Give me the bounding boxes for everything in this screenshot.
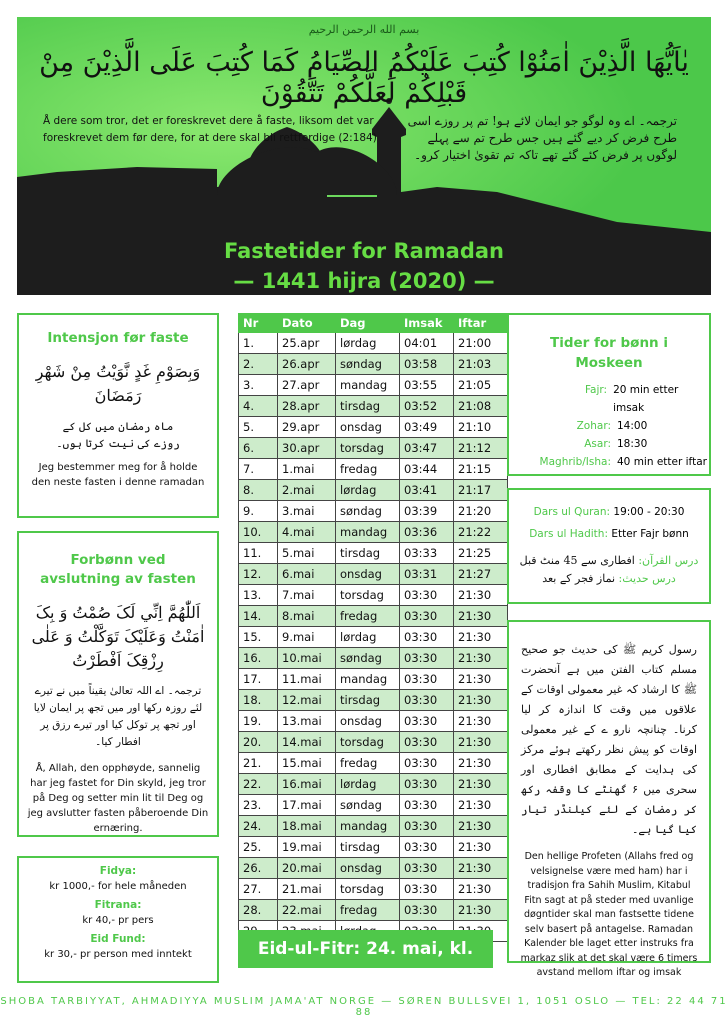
cell-day: mandag (336, 522, 400, 543)
cell-date: 21.mai (278, 879, 336, 900)
cell-nr: 4. (239, 396, 278, 417)
cell-iftar: 21:30 (454, 858, 508, 879)
mosque-times-box (507, 313, 711, 476)
col-iftar: Iftar (454, 314, 508, 333)
cell-day: tirsdag (336, 837, 400, 858)
cell-iftar: 21:30 (454, 627, 508, 648)
cell-iftar: 21:00 (454, 333, 508, 354)
header-banner (17, 17, 711, 295)
cell-imsak: 03:30 (400, 648, 454, 669)
eid-text: Eid-ul-Fitr: 24. mai, kl. 10 (257, 939, 474, 1001)
cell-day: mandag (336, 816, 400, 837)
col-date: Dato (278, 314, 336, 333)
cell-nr: 5. (239, 417, 278, 438)
cell-iftar: 21:30 (454, 711, 508, 732)
hadith-urdu: رسول کریم ﷺ کی حدیث جو صحیح مسلم کتاب الفتن میں ہے آنحضرت ﷺ کا ارشاد کہ غیر معمولی اوقات کے علاقوں میں وقت کا اندازہ کر لیا کرنا۔ چنانچہ نارو ے کے غیر معمولی اوقات کو پیش نظر رکھتے ہوئے مرکز کی ہدایت کے مطابق افطاری اور سحری میں ۶ گھنٹے کا وقفہ رکھ کر رمضان کے لئے کیلنڈر تیار کیا گیا ہے۔ (521, 643, 697, 836)
cell-iftar: 21:30 (454, 837, 508, 858)
eid-banner (238, 930, 493, 1001)
fitrana-label: Fitrana: (94, 899, 142, 911)
cell-nr: 8. (239, 480, 278, 501)
cell-nr: 3. (239, 375, 278, 396)
cell-date: 29.apr (278, 417, 336, 438)
table-row (239, 501, 508, 522)
cell-date: 6.mai (278, 564, 336, 585)
mosque-time-row (509, 453, 709, 471)
fidya-value: kr 1000,- for hele måneden (49, 881, 187, 892)
footer-contact: SHOBA TARBIYYAT, AHMADIYYA MUSLIM JAMA'AT NORGE — SØREN BULLSVEI 1, 1051 OSLO — TEL: 22 44 71 88 (0, 996, 728, 1018)
eid-fund-value: kr 30,- pr person med inntekt (44, 949, 192, 960)
prayer-name: Asar: (584, 438, 611, 450)
cell-date: 3.mai (278, 501, 336, 522)
cell-nr: 1. (239, 333, 278, 354)
table-row (239, 648, 508, 669)
cell-nr: 20. (239, 732, 278, 753)
prayer-time: 20 min etter imsak (613, 384, 679, 414)
table-row (239, 879, 508, 900)
table-row (239, 627, 508, 648)
cell-nr: 2. (239, 354, 278, 375)
prayer-time: 14:00 (617, 420, 648, 432)
prayer-time: 40 min etter iftar (617, 456, 707, 468)
cell-day: fredag (336, 900, 400, 921)
cell-iftar: 21:22 (454, 522, 508, 543)
table-row (239, 795, 508, 816)
table-row (239, 774, 508, 795)
prayer-heading: Forbønn ved avslutning av fasten (40, 552, 196, 587)
prayer-name: Zohar: (576, 420, 611, 432)
cell-imsak: 03:44 (400, 459, 454, 480)
cell-nr: 13. (239, 585, 278, 606)
cell-nr: 15. (239, 627, 278, 648)
cell-date: 22.mai (278, 900, 336, 921)
table-row (239, 480, 508, 501)
dars-urdu1-label: درس القرآن: (638, 554, 699, 567)
cell-iftar: 21:30 (454, 648, 508, 669)
table-row (239, 837, 508, 858)
page-title: Fastetider for Ramadan (223, 239, 505, 263)
cell-day: tirsdag (336, 396, 400, 417)
table-row (239, 753, 508, 774)
cell-nr: 12. (239, 564, 278, 585)
cell-day: fredag (336, 606, 400, 627)
cell-iftar: 21:30 (454, 690, 508, 711)
cell-imsak: 03:30 (400, 816, 454, 837)
cell-imsak: 03:52 (400, 396, 454, 417)
cell-nr: 14. (239, 606, 278, 627)
cell-day: lørdag (336, 627, 400, 648)
cell-day: lørdag (336, 774, 400, 795)
cell-imsak: 03:33 (400, 543, 454, 564)
cell-imsak: 03:55 (400, 375, 454, 396)
fees-box (17, 856, 219, 983)
cell-nr: 24. (239, 816, 278, 837)
table-row (239, 417, 508, 438)
cell-day: torsdag (336, 879, 400, 900)
fidya-label: Fidya: (99, 865, 137, 877)
dars-quran-value: 19:00 - 20:30 (613, 506, 685, 518)
cell-imsak: 03:39 (400, 501, 454, 522)
cell-date: 17.mai (278, 795, 336, 816)
verse-translation-urdu: ترجمہ۔ اے وہ لوگو جو ایمان لائے ہو! تم پر روزے اسی طرح فرض کر دیے گئے ہیں جس طرح تم سے پہلے لوگوں پر فرض کئے گئے تھے تاکہ تم تقویٰ اختیار کرو۔ (407, 114, 677, 162)
cell-nr: 28. (239, 900, 278, 921)
prayer-text: Å, Allah, den opphøyde, sannelig har jeg fastet for Din skyld, jeg tror på Deg og setter min lit til Deg og jeg avslutter fasten påberoende Din ernæring. (27, 763, 209, 834)
cell-imsak: 03:31 (400, 564, 454, 585)
table-row (239, 459, 508, 480)
mosque-time-row (509, 435, 709, 453)
mosque-time-row (509, 417, 709, 435)
cell-date: 12.mai (278, 690, 336, 711)
cell-iftar: 21:30 (454, 900, 508, 921)
cell-nr: 25. (239, 837, 278, 858)
cell-day: søndag (336, 795, 400, 816)
cell-iftar: 21:08 (454, 396, 508, 417)
cell-day: fredag (336, 753, 400, 774)
cell-nr: 6. (239, 438, 278, 459)
cell-date: 4.mai (278, 522, 336, 543)
hadith-box (507, 620, 711, 978)
table-row (239, 522, 508, 543)
intention-box (17, 313, 219, 518)
cell-imsak: 03:30 (400, 669, 454, 690)
cell-imsak: 03:30 (400, 837, 454, 858)
cell-day: onsdag (336, 564, 400, 585)
cell-imsak: 03:36 (400, 522, 454, 543)
cell-imsak: 03:30 (400, 858, 454, 879)
intention-text: Jeg bestemmer meg for å holde den neste fasten i denne ramadan (31, 462, 205, 488)
cell-iftar: 21:30 (454, 753, 508, 774)
cell-day: tirsdag (336, 690, 400, 711)
cell-imsak: 04:01 (400, 333, 454, 354)
cell-imsak: 03:41 (400, 480, 454, 501)
cell-day: onsdag (336, 711, 400, 732)
cell-imsak: 03:30 (400, 879, 454, 900)
cell-date: 9.mai (278, 627, 336, 648)
cell-iftar: 21:30 (454, 795, 508, 816)
cell-day: torsdag (336, 438, 400, 459)
cell-date: 5.mai (278, 543, 336, 564)
cell-date: 26.apr (278, 354, 336, 375)
cell-day: søndag (336, 501, 400, 522)
intention-arabic: وَبِصَوْمِ غَدٍ نَّوَيْتُ مِنْ شَهْرِ رَمَضَانَ (35, 362, 201, 405)
table-row (239, 690, 508, 711)
cell-imsak: 03:30 (400, 732, 454, 753)
table-row (239, 438, 508, 459)
table-row (239, 606, 508, 627)
cell-imsak: 03:49 (400, 417, 454, 438)
cell-day: fredag (336, 459, 400, 480)
quran-verse: يٰاَيُّهَا الَّذِيْنَ اٰمَنُوْا كُتِبَ عَلَيْكُمُ الصِّيَامُ كَمَا كُتِبَ عَلَى الَّذِيْنَ مِنْ قَبْلِكُمْ لَعَلَّكُمْ تَتَّقُوْنَ (39, 47, 689, 109)
cell-imsak: 03:30 (400, 585, 454, 606)
verse-translation-norwegian: Å dere som tror, det er foreskrevet dere å faste, liksom det var foreskrevet dem før dere, for at dere skal bli rettferdige (2:184) (43, 115, 377, 144)
cell-day: lørdag (336, 480, 400, 501)
cell-date: 30.apr (278, 438, 336, 459)
dars-box (507, 488, 711, 604)
cell-nr: 16. (239, 648, 278, 669)
table-row (239, 354, 508, 375)
cell-iftar: 21:30 (454, 879, 508, 900)
cell-iftar: 21:12 (454, 438, 508, 459)
mosque-time-row (509, 381, 709, 417)
cell-iftar: 21:25 (454, 543, 508, 564)
cell-day: søndag (336, 648, 400, 669)
cell-nr: 9. (239, 501, 278, 522)
table-row (239, 585, 508, 606)
cell-iftar: 21:05 (454, 375, 508, 396)
cell-imsak: 03:30 (400, 711, 454, 732)
cell-nr: 21. (239, 753, 278, 774)
eid-fund-label: Eid Fund: (90, 933, 146, 945)
cell-iftar: 21:10 (454, 417, 508, 438)
cell-date: 16.mai (278, 774, 336, 795)
cell-date: 2.mai (278, 480, 336, 501)
cell-nr: 7. (239, 459, 278, 480)
cell-imsak: 03:30 (400, 795, 454, 816)
cell-date: 10.mai (278, 648, 336, 669)
cell-day: mandag (336, 375, 400, 396)
cell-day: torsdag (336, 732, 400, 753)
col-day: Dag (336, 314, 400, 333)
cell-imsak: 03:47 (400, 438, 454, 459)
cell-date: 28.apr (278, 396, 336, 417)
table-row (239, 816, 508, 837)
cell-nr: 23. (239, 795, 278, 816)
iftar-prayer-box (17, 531, 219, 837)
prayer-arabic: اَللّٰهُمَّ اِنِّي لَکَ صُمْتُ وَ بِکَ اٰمَنْتُ وَعَلَيْکَ تَوَکَّلْتُ وَ عَلٰى رِزْقِکَ اَفْطَرْتُ (31, 603, 205, 670)
table-row (239, 333, 508, 354)
prayer-urdu: ترجمہ۔ اے اللہ تعالیٰ یقیناً میں نے تیرے لئے روزہ رکھا اور میں تجھ پر ایمان لایا اور تجھ پر توکل کیا اور تیرے رزق پر افطار کیا۔ (33, 685, 203, 748)
cell-date: 25.apr (278, 333, 336, 354)
cell-day: tirsdag (336, 543, 400, 564)
dars-urdu2-value: نماز فجر کے بعد (542, 572, 616, 585)
dars-hadith-label: Dars ul Hadith: (529, 528, 608, 540)
cell-date: 20.mai (278, 858, 336, 879)
fasting-times-table (238, 313, 508, 942)
mosque-heading: Tider for bønn i Moskeen (549, 335, 668, 371)
cell-nr: 19. (239, 711, 278, 732)
table-row (239, 543, 508, 564)
cell-iftar: 21:15 (454, 459, 508, 480)
table-row (239, 669, 508, 690)
cell-day: lørdag (336, 333, 400, 354)
cell-date: 27.apr (278, 375, 336, 396)
intention-heading: Intensjon før faste (47, 330, 189, 346)
cell-iftar: 21:30 (454, 816, 508, 837)
cell-date: 14.mai (278, 732, 336, 753)
prayer-name: Maghrib/Isha: (539, 456, 611, 468)
table-row (239, 564, 508, 585)
cell-day: onsdag (336, 858, 400, 879)
cell-nr: 11. (239, 543, 278, 564)
cell-nr: 18. (239, 690, 278, 711)
cell-day: onsdag (336, 417, 400, 438)
table-row (239, 900, 508, 921)
dars-urdu1-value: افطاری سے 45 منٹ قبل (519, 554, 635, 567)
cell-imsak: 03:30 (400, 627, 454, 648)
cell-iftar: 21:27 (454, 564, 508, 585)
intention-urdu: ماہ رمضان میں کل کے روزے کی نیت کرتا ہوں۔ (56, 420, 180, 450)
cell-iftar: 21:03 (454, 354, 508, 375)
cell-iftar: 21:30 (454, 669, 508, 690)
hadith-text: Den hellige Profeten (Allahs fred og velsignelse være med ham) har i tradisjon fra Sahih Muslim, Kitabul Fitn sagt at på steder med uvanlige døgntider skal man fastsette tidene selv basert på antagelse. Ramadan Kalender ble laget etter instruks fra markaz slik at det skal være 6 timers avstand mellom iftar og imsak (520, 851, 698, 978)
cell-imsak: 03:58 (400, 354, 454, 375)
cell-imsak: 03:30 (400, 606, 454, 627)
cell-date: 11.mai (278, 669, 336, 690)
cell-date: 7.mai (278, 585, 336, 606)
bismillah-calligraphy: بسم الله الرحمن الرحيم (308, 23, 420, 36)
table-row (239, 396, 508, 417)
mosque-times-list (509, 381, 709, 471)
cell-iftar: 21:20 (454, 501, 508, 522)
col-nr: Nr (239, 314, 278, 333)
cell-imsak: 03:30 (400, 774, 454, 795)
cell-date: 13.mai (278, 711, 336, 732)
cell-day: søndag (336, 354, 400, 375)
table-row (239, 732, 508, 753)
cell-iftar: 21:30 (454, 606, 508, 627)
cell-imsak: 03:30 (400, 690, 454, 711)
table-header-row (239, 314, 508, 333)
cell-nr: 10. (239, 522, 278, 543)
cell-nr: 27. (239, 879, 278, 900)
cell-imsak: 03:30 (400, 900, 454, 921)
cell-nr: 17. (239, 669, 278, 690)
dars-quran-label: Dars ul Quran: (533, 506, 611, 518)
col-imsak: Imsak (400, 314, 454, 333)
page-subtitle: — 1441 hijra (2020) — (233, 269, 495, 293)
cell-imsak: 03:30 (400, 753, 454, 774)
cell-date: 8.mai (278, 606, 336, 627)
cell-date: 18.mai (278, 816, 336, 837)
table-row (239, 858, 508, 879)
cell-nr: 22. (239, 774, 278, 795)
cell-iftar: 21:30 (454, 585, 508, 606)
cell-date: 15.mai (278, 753, 336, 774)
prayer-name: Fajr: (584, 384, 608, 396)
cell-day: torsdag (336, 585, 400, 606)
cell-day: mandag (336, 669, 400, 690)
cell-nr: 26. (239, 858, 278, 879)
cell-date: 19.mai (278, 837, 336, 858)
table-row (239, 375, 508, 396)
cell-iftar: 21:30 (454, 774, 508, 795)
dars-hadith-value: Etter Fajr bønn (611, 528, 689, 540)
dars-urdu2-label: درس حدیث: (618, 572, 676, 585)
table-row (239, 711, 508, 732)
prayer-time: 18:30 (617, 438, 648, 450)
cell-date: 1.mai (278, 459, 336, 480)
cell-iftar: 21:17 (454, 480, 508, 501)
fitrana-value: kr 40,- pr pers (82, 915, 154, 926)
cell-iftar: 21:30 (454, 732, 508, 753)
eid-time-sup: 30 (370, 981, 385, 992)
